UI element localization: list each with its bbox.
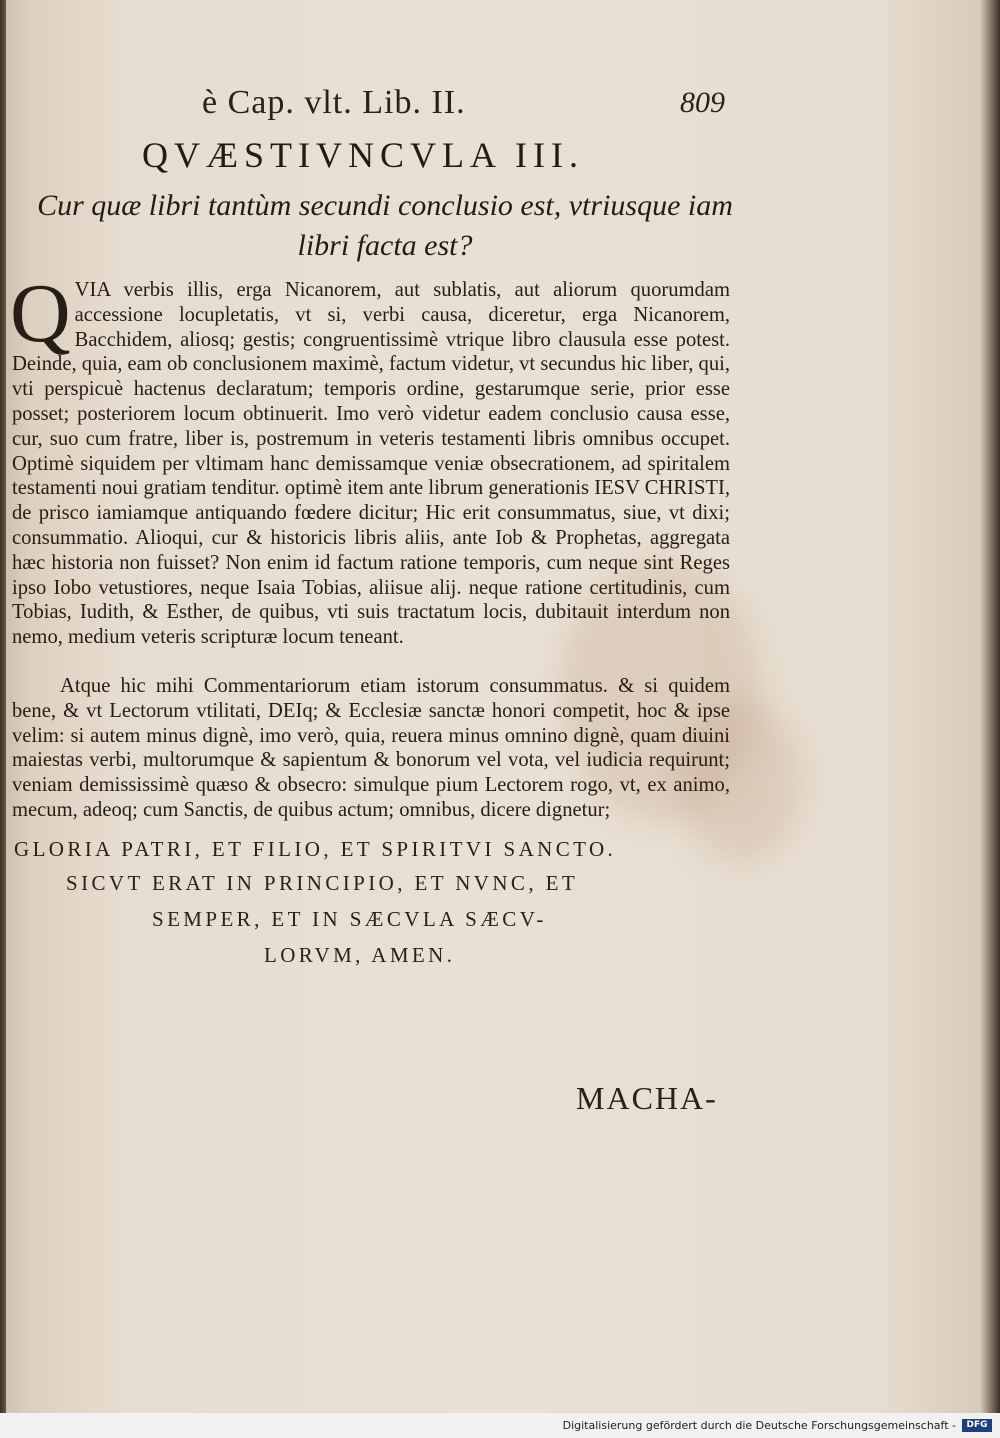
running-title: è Cap. vlt. Lib. II.	[202, 84, 466, 121]
drop-cap: Q	[10, 267, 71, 360]
paragraph-1	[10, 267, 730, 650]
paragraph-1-text: VIA verbis illis, erga Nicanorem, aut sublatis, aut aliorum quorumdam accessione locupletatis, vt si, verbi causa, diceretur, erga Nicanorem, Bacchidem, aliosq; gestis; congruentissimè vtrique libro clausula esse potest. Deinde, quia, eam ob conclusionem maximè, factum videtur, vt secundus hic liber, qui, vti perspicuè hactenus declaratum; temporis ordine, gestarumque serie, prior esse posset; posteriorem locum obtinuerit. Imo verò videtur eadem conclusio causa esse, cur, suo cum fratre, liber is, postremum in veteris testamenti libris omnibus occupet. Optimè siquidem per vltimam hanc demissamque veniæ obsecrationem, ad spiritalem testamenti noui gratiam tenditur. optimè item ante librum generationis IESV CHRISTI, de prisco iamiamque antiquando fœdere dicitur; Hic erit consummatus, siue, vt dixi; consummatio. Alioqui, cur & historicis libris aliis, ante Iob & Prophetas, aggregata hæc historia non fuisset? Non enim id factum ratione temporis, cum neque sint Reges ipso Iobo vetustiores, neque Isaia Tobias, aliisue alij. neque ratione certitudinis, cum Tobias, Iudith, & Esther, de quibus, vti suis tractatum locis, dubitauit interdum non nemo, medium veteris scripturæ locum teneant.	[12, 279, 730, 649]
dfg-logo: DFG	[962, 1419, 992, 1432]
doxology-line-2: SICVT ERAT IN PRINCIPIO, ET NVNC, ET	[66, 871, 579, 895]
page-binding-edge	[0, 0, 6, 1413]
body-text	[10, 267, 730, 823]
question-heading: QVÆSTIVNCVLA III.	[142, 135, 584, 175]
catchword: MACHA-	[576, 1080, 718, 1116]
page-number: 809	[680, 86, 725, 119]
digitization-footer	[0, 1413, 1000, 1438]
footer-credit: Digitalisierung gefördert durch die Deutsche Forschungsgemeinschaft -	[562, 1419, 956, 1432]
paragraph-2: Atque hic mihi Commentariorum etiam istorum consummatus. & si quidem bene, & vt Lectorum vtilitati, DEIq; & Ecclesiæ sanctæ honori competit, hoc & ipse velim: si autem minus dignè, imo verò, quia, reuera minus omnino dignè, quam diuini maiestas verbi, multorumque & sapientum & bonorum vel vota, vel iudicia requirunt; veniam demississimè quæso & obsecro: simulque pium Lectorem rogo, vt, ex animo, mecum, adeoq; cum Sanctis, de quibus actum; omnibus, dicere dignetur;	[12, 674, 730, 821]
doxology-line-3: SEMPER, ET IN SÆCVLA SÆCV-	[152, 907, 547, 931]
question-subtitle: Cur quæ libri tantùm secundi conclusio est, vtriusque iam libri facta est?	[37, 189, 733, 262]
doxology-line-4: LORVM, AMEN.	[264, 943, 456, 967]
doxology-line-1: GLORIA PATRI, ET FILIO, ET SPIRITVI SANCTO.	[14, 837, 617, 861]
